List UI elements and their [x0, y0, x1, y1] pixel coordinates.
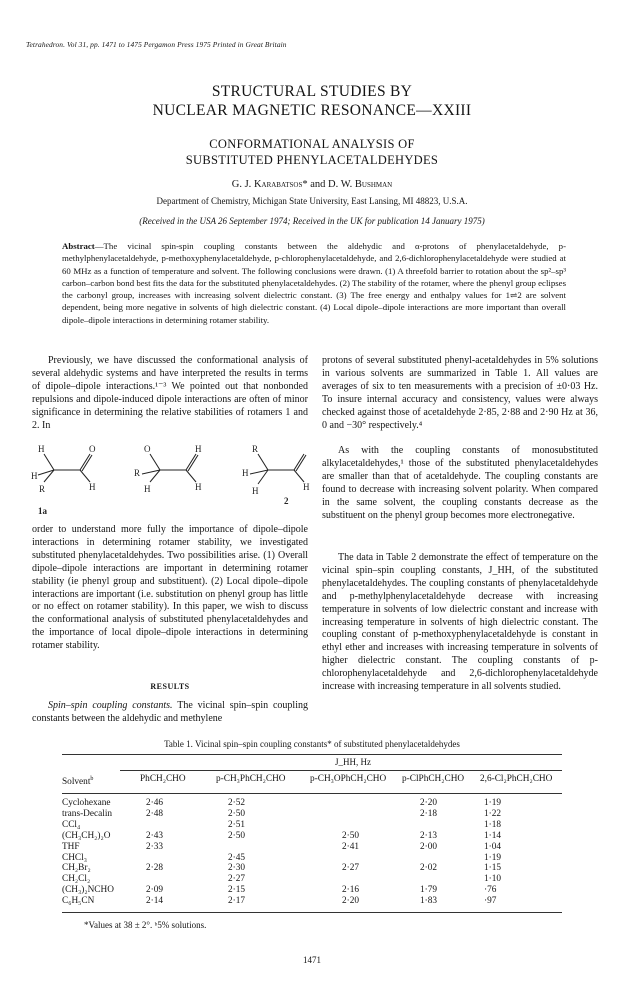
- coupling-value-cell: 2·18: [420, 808, 438, 819]
- table-caption: Table 1. Vicinal spin–spin coupling constants* of substituted phenylacetaldehydes: [164, 739, 460, 749]
- atom-label: R: [134, 468, 141, 478]
- table-rule-mid: [120, 770, 562, 771]
- coupling-value-cell: [322, 874, 408, 885]
- solvent-cell: CH₂Cl₂: [62, 874, 91, 885]
- coupling-value-cell: 1·19: [484, 798, 502, 808]
- solvent-cell: CH₂Br₂: [62, 863, 91, 874]
- coupling-value-cell: 2·20: [420, 798, 438, 808]
- coupling-value-cell: 2·20: [342, 896, 360, 907]
- atom-label: O: [89, 444, 96, 454]
- table-row: [62, 809, 562, 820]
- right-para-3: The data in Table 2 demonstrate the effect of temperature on the vicinal spin–spin coupling constants, J_HH, of the substituted phenylacetaldehydes. The coupling constants of phenylacetaldehyde and p-methylphenylacetaldehyde decrease with increasing temperature in solvents of low dielectric constant and increase with increasing temperature in solvents of high dielectric constant. The coupling constant of p-methoxyphenylacetaldehyde is constant in ethyl ether and increases with increasing temperature in solvents of higher dielectric constant. The coupling constants of p-chlorophenylacetaldehyde and 2,6-dichlorophenylacetaldehyde increase with increasing temperature in all solvents studied.: [322, 552, 598, 693]
- coupling-value-cell: 2·51: [228, 819, 246, 830]
- journal-citation: Tetrahedron. Vol 31, pp. 1471 to 1475 Pergamon Press 1975 Printed in Great Britain: [26, 40, 287, 49]
- atom-label: R: [39, 484, 46, 494]
- structure-label-1a: 1a: [38, 506, 47, 516]
- left-para-1: Previously, we have discussed the conformational analysis of several aldehydic systems and have interpreted the results in terms of dipole–dipole interactions.¹⁻³ We pointed out that nonbonded repulsions and dipole-induced dipole interactions are often of minor significance in determining the relative stabilities of rotamers 1 and 2. In: [32, 355, 308, 431]
- author-1-mark: *: [302, 179, 308, 190]
- coupling-value-cell: 2·15: [228, 885, 246, 896]
- coupling-value-cell: ·76: [484, 885, 497, 896]
- atom-label: H: [242, 468, 249, 478]
- received-dates: (Received in the USA 26 September 1974; Received in the UK for publication 14 January 1975): [139, 216, 485, 226]
- coupling-value-cell: 1·79: [420, 885, 438, 896]
- author-1-initials: G. J.: [231, 179, 254, 190]
- solvent-cell: (CH₃CH₂)₂O: [62, 830, 111, 841]
- authors: [0, 179, 624, 190]
- coupling-value-cell: [408, 874, 484, 885]
- coupling-value-cell: ·97: [484, 896, 497, 907]
- coupling-value-cell: 2·45: [228, 852, 246, 863]
- coupling-value-cell: [322, 809, 408, 820]
- coupling-value-cell: [146, 853, 228, 864]
- table-footnote: *Values at 38 ± 2°. ᵇ5% solutions.: [84, 920, 207, 930]
- spin-coupling-label: Spin–spin coupling constants.: [48, 700, 173, 711]
- author-joiner: and: [307, 179, 329, 190]
- coupling-value-cell: 1·18: [484, 819, 502, 830]
- coupling-value-cell: 2·27: [342, 863, 360, 874]
- atom-label: H: [252, 486, 259, 496]
- solvent-cell: CCl₄: [62, 819, 81, 830]
- coupling-value-cell: 2·46: [146, 798, 164, 808]
- table-header-cell: 2,6-Cl₂PhCH₂CHO: [480, 774, 553, 784]
- coupling-value-cell: [322, 853, 408, 864]
- table-header-row: [62, 774, 562, 788]
- paper-title: [0, 82, 624, 120]
- coupling-value-cell: [146, 874, 228, 885]
- coupling-value-cell: 2·16: [342, 885, 360, 896]
- table-row: [62, 896, 562, 907]
- coupling-value-cell: [322, 820, 408, 831]
- spin-coupling-text: The vicinal spin–spin coupling constants between the aldehydic and methylene: [32, 700, 308, 724]
- abstract-label: Abstract: [62, 241, 95, 251]
- page-number: 1471: [303, 955, 321, 965]
- coupling-value-cell: 2·52: [228, 798, 246, 808]
- coupling-value-cell: 1·10: [484, 874, 502, 885]
- right-para-1: protons of several substituted phenyl-acetaldehydes in 5% solutions in various solvents are summarized in Table 1. All values are averages of six to ten measurements with a precision of ±0·03 Hz. To insure internal accuracy and consistency, values were always checked against those of acetaldehyde 2·85, 2·88 and 2·90 Hz at 36, 0 and −30° respectively.⁴: [322, 355, 598, 431]
- coupling-value-cell: 2·43: [146, 830, 164, 841]
- author-1-surname: Karabatsos: [253, 179, 303, 190]
- coupling-value-cell: 2·17: [228, 896, 246, 907]
- coupling-value-cell: [322, 798, 408, 809]
- paper-subtitle: [0, 136, 624, 168]
- subtitle-line-2: SUBSTITUTED PHENYLACETALDEHYDES: [185, 153, 439, 167]
- affiliation: Department of Chemistry, Michigan State University, East Lansing, MI 48823, U.S.A.: [156, 196, 468, 206]
- coupling-value-cell: 2·27: [228, 874, 246, 885]
- table-rule-bottom: [62, 912, 562, 913]
- table-rule-header-bottom: [62, 793, 562, 794]
- solvent-cell: THF: [62, 841, 80, 852]
- solvent-cell: trans-Decalin: [62, 808, 113, 819]
- atom-label: H: [89, 482, 96, 492]
- atom-label: H: [195, 444, 202, 454]
- title-line-1: STRUCTURAL STUDIES BY: [211, 83, 413, 100]
- author-2-surname: Bushman: [354, 179, 393, 190]
- table-header-cell: p-ClPhCH₂CHO: [402, 774, 465, 784]
- coupling-value-cell: 2·41: [342, 841, 360, 852]
- coupling-value-cell: 2·14: [146, 896, 164, 907]
- coupling-value-cell: [408, 820, 484, 831]
- table-header-cell: PhCH₂CHO: [140, 774, 186, 784]
- coupling-value-cell: 1·19: [484, 852, 502, 863]
- table-row: [62, 831, 562, 842]
- table-header-cell: p-CH₃PhCH₂CHO: [216, 774, 286, 784]
- coupling-value-cell: 2·02: [420, 863, 438, 874]
- coupling-value-cell: 2·28: [146, 863, 164, 874]
- table-row: [62, 885, 562, 896]
- solvent-cell: Cyclohexane: [62, 798, 111, 808]
- table-row: [62, 874, 562, 885]
- right-para-2: As with the coupling constants of monosubstituted alkylacetaldehydes,¹ those of the substituted phenylacetaldehydes are smaller than that of acetaldehyde. The coupling constants are found to decrease with increasing solvent polarity. When compared in the same solvent, the coupling constants decrease as the substituent on the phenyl group becomes more electronegative.: [322, 445, 598, 521]
- coupling-value-cell: 2·33: [146, 841, 164, 852]
- table-header-cell: Solvent$^b$: [62, 776, 94, 788]
- title-line-2: NUCLEAR MAGNETIC RESONANCE—XXIII: [152, 102, 472, 119]
- table-row: [62, 863, 562, 874]
- coupling-value-cell: 1·15: [484, 863, 502, 874]
- coupling-constants-table-body: [62, 798, 562, 907]
- coupling-value-cell: 2·09: [146, 885, 164, 896]
- table-rule-top: [62, 754, 562, 755]
- solvent-cell: (CH₃)₂NCHO: [62, 885, 114, 896]
- atom-label: H: [38, 444, 45, 454]
- coupling-value-cell: [146, 820, 228, 831]
- abstract-text: —The vicinal spin-spin coupling constants between the aldehydic and α-protons of phenylacetaldehyde, p-methylphenylacetaldehyde, p-methoxyphenylacetaldehyde, p-chlorophenylacetaldehyde, and 2,6-dichlorophenylacetaldehyde were studied at 60 MHz as a function of temperature and solvent. The following conclusions were drawn. (1) A threefold barrier to rotation about the sp²–sp³ carbon–carbon bond best fits the data for the substituted phenylacetaldehydes. (2) The stability of the rotamer, where the phenyl group eclipses the carbonyl group, increases with increasing solvent dielectric constant. (3) The free energy and enthalpy values for 1⇌2 are solvent dependent, being more negative in solvents of high dielectric constant. (4) Local dipole–dipole interactions are more important than overall dipole–dipole interactions in determining rotamer stability.: [62, 241, 566, 325]
- atom-label: H: [144, 484, 151, 494]
- coupling-value-cell: 2·50: [228, 830, 246, 841]
- table-header-cell: p-CH₃OPhCH₂CHO: [310, 774, 387, 784]
- atom-label: H: [303, 482, 310, 492]
- coupling-value-cell: 1·22: [484, 808, 502, 819]
- coupling-value-cell: 2·30: [228, 863, 246, 874]
- table-row: [62, 798, 562, 809]
- coupling-value-cell: 2·00: [420, 841, 438, 852]
- left-para-3: [32, 700, 308, 726]
- author-2-initials: D. W.: [328, 179, 355, 190]
- atom-label: H: [31, 471, 38, 481]
- coupling-value-cell: 1·04: [484, 841, 502, 852]
- atom-label: H: [195, 482, 202, 492]
- structure-label-2: 2: [284, 496, 289, 506]
- table-row: [62, 820, 562, 831]
- coupling-value-cell: 2·48: [146, 808, 164, 819]
- results-heading: RESULTS: [150, 682, 190, 691]
- coupling-value-cell: 2·13: [420, 830, 438, 841]
- coupling-value-cell: 1·83: [420, 896, 438, 907]
- coupling-value-cell: [408, 853, 484, 864]
- coupling-value-cell: [228, 842, 322, 853]
- abstract: [62, 240, 566, 326]
- coupling-value-cell: 2·50: [342, 830, 360, 841]
- table-row: [62, 853, 562, 864]
- coupling-value-cell: 1·14: [484, 830, 502, 841]
- table-units-header: J_HH, Hz: [335, 757, 371, 767]
- coupling-value-cell: 2·50: [228, 808, 246, 819]
- solvent-cell: C₆H₅CN: [62, 896, 95, 907]
- left-para-2: order to understand more fully the importance of dipole–dipole interactions in determining rotamer stability, we investigated substituted phenylacetaldehydes. Two possibilities arise. (1) Overall dipole–dipole interactions are important in determining rotamer stability (ie phenyl group and substituent). (2) Local dipole–dipole interactions are important (i.e. substitution on phenyl group has little or no effect on rotamer stability). In this paper, we wish to discuss the conformational analysis of substituted phenylacetaldehydes and the importance of local dipole–dipole interactions in determining rotamer stability.: [32, 524, 308, 652]
- atom-label: O: [144, 444, 151, 454]
- table-row: [62, 842, 562, 853]
- rotamer-structures: [32, 430, 308, 520]
- solvent-cell: CHCl₃: [62, 852, 87, 863]
- atom-label: R: [252, 444, 259, 454]
- subtitle-line-1: CONFORMATIONAL ANALYSIS OF: [209, 137, 415, 151]
